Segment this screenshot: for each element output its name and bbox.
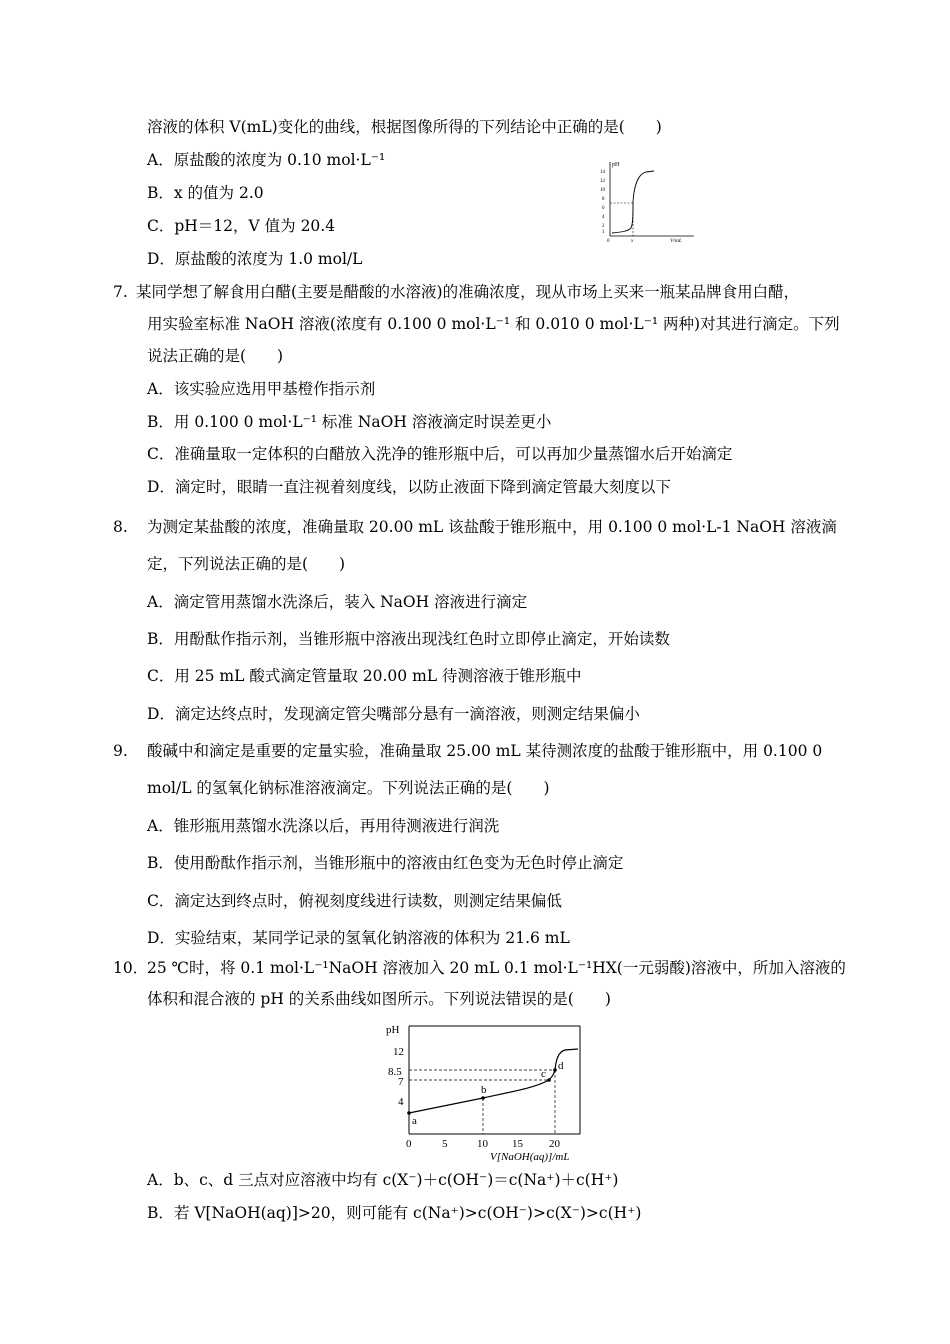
q6-y-label: pH	[612, 162, 620, 168]
q7-number: 7.	[113, 283, 128, 301]
q10-y-label: pH	[386, 1024, 400, 1036]
q8-number: 8.	[113, 518, 128, 536]
q6-y-tick: 2	[602, 224, 605, 229]
q9-number: 9.	[113, 742, 128, 760]
q10-option-b: B．若 V[NaOH(aq)]>20，则可能有 c(Na⁺)>c(OH⁻)>c(X⁻)>c(H⁺)	[147, 1204, 642, 1222]
q10-point-label: c	[541, 1068, 546, 1080]
q7-option-d: D．滴定时，眼睛一直注视着刻度线，以防止液面下降到滴定管最大刻度以下	[147, 478, 671, 496]
q6-y-tick: 4	[602, 215, 605, 220]
q6-x-tick: x	[631, 239, 634, 242]
q10-point-d	[553, 1068, 557, 1072]
q10-y-tick: 4	[398, 1096, 404, 1108]
q10-option-a: A．b、c、d 三点对应溶液中均有 c(X⁻)＋c(OH⁻)＝c(Na⁺)＋c(H⁺)	[147, 1171, 619, 1189]
q9-stem-line: 酸碱中和滴定是重要的定量实验，准确量取 25.00 mL 某待测浓度的盐酸于锥形瓶中，用 0.100 0	[147, 742, 823, 760]
q10-point-label: a	[412, 1115, 417, 1127]
q7-stem-line: 用实验室标准 NaOH 溶液(浓度有 0.100 0 mol·L⁻¹ 和 0.010 0 mol·L⁻¹ 两种)对其进行滴定。下列	[147, 315, 840, 333]
q7-option-a: A．该实验应选用甲基橙作指示剂	[147, 380, 376, 398]
q10-stem-line: 体积和混合液的 pH 的关系曲线如图所示。下列说法错误的是( )	[147, 990, 611, 1008]
q10-point-c	[547, 1078, 551, 1082]
q9-stem-line: mol/L 的氢氧化钠标准溶液滴定。下列说法正确的是( )	[147, 779, 550, 797]
q10-y-tick: 8.5	[388, 1066, 402, 1078]
q7-option-c: C．准确量取一定体积的白醋放入洗净的锥形瓶中后，可以再加少量蒸馏水后开始滴定	[147, 445, 733, 463]
q10-point-label: b	[481, 1084, 487, 1096]
q10-y-tick: 7	[398, 1076, 404, 1088]
q10-x-label: V[NaOH(aq)]/mL	[490, 1151, 570, 1163]
q6-y-tick: 10	[600, 188, 605, 193]
q7-stem-line: 说法正确的是( )	[147, 347, 284, 365]
q6-y-tick: 8	[602, 197, 605, 202]
q6-option-c: C．pH＝12，V 值为 20.4	[147, 217, 336, 235]
q10-y-tick: 12	[393, 1046, 404, 1058]
q8-stem-line: 为测定某盐酸的浓度，准确量取 20.00 mL 该盐酸于锥形瓶中，用 0.100 0 mol·L-1 NaOH 溶液滴	[147, 518, 837, 536]
q6-y-tick: 6	[602, 206, 605, 211]
q6-titration-figure	[598, 158, 698, 246]
q6-x-label: V/mL	[670, 238, 682, 242]
q6-y-tick: 1	[602, 230, 605, 235]
q10-ph-curve-figure	[380, 1018, 610, 1167]
q10-number: 10．	[113, 959, 149, 977]
q8-option-b: B．用酚酞作指示剂，当锥形瓶中溶液出现浅红色时立即停止滴定，开始读数	[147, 630, 670, 648]
q9-option-a: A．锥形瓶用蒸馏水洗涤以后，再用待测液进行润洗	[147, 817, 500, 835]
q10-point-label: d	[558, 1060, 564, 1072]
q9-option-c: C．滴定达到终点时，俯视刻度线进行读数，则测定结果偏低	[147, 892, 562, 910]
q6-titration-curve	[612, 171, 654, 233]
q9-option-b: B．使用酚酞作指示剂，当锥形瓶中的溶液由红色变为无色时停止滴定	[147, 854, 624, 872]
q10-x-tick: 0	[406, 1138, 412, 1150]
q10-x-tick: 10	[477, 1138, 488, 1150]
q10-x-tick: 5	[442, 1138, 448, 1150]
q6-option-b: B．x 的值为 2.0	[147, 184, 264, 202]
q6-option-d: D．原盐酸的浓度为 1.0 mol/L	[147, 250, 363, 268]
q6-y-tick: 14	[600, 170, 605, 175]
q7-stem-line: 某同学想了解食用白醋(主要是醋酸的水溶液)的准确浓度，现从市场上买来一瓶某品牌食用白醋，	[136, 283, 800, 301]
q10-x-tick: 20	[549, 1138, 560, 1150]
q10-point-a	[407, 1111, 411, 1115]
q8-stem-line: 定，下列说法正确的是( )	[147, 555, 346, 573]
q10-titration-curve	[409, 1049, 578, 1113]
q7-option-b: B．用 0.100 0 mol·L⁻¹ 标准 NaOH 溶液滴定时误差更小	[147, 413, 552, 431]
q10-stem-line: 25 ℃时，将 0.1 mol·L⁻¹NaOH 溶液加入 20 mL 0.1 mol·L⁻¹HX(一元弱酸)溶液中，所加入溶液的	[147, 959, 846, 977]
q6-x-tick: 0	[607, 239, 610, 242]
q6-option-a: A．原盐酸的浓度为 0.10 mol·L⁻¹	[147, 151, 386, 169]
q9-option-d: D．实验结束，某同学记录的氢氧化钠溶液的体积为 21.6 mL	[147, 929, 570, 947]
q6-y-tick: 12	[600, 179, 605, 184]
q8-option-a: A．滴定管用蒸馏水洗涤后，装入 NaOH 溶液进行滴定	[147, 593, 528, 611]
q10-point-b	[481, 1096, 485, 1100]
q10-x-tick: 15	[512, 1138, 523, 1150]
q6-stem-tail: 溶液的体积 V(mL)变化的曲线，根据图像所得的下列结论中正确的是( )	[147, 118, 662, 136]
q8-option-d: D．滴定达终点时，发现滴定管尖嘴部分悬有一滴溶液，则测定结果偏小	[147, 705, 640, 723]
q8-option-c: C．用 25 mL 酸式滴定管量取 20.00 mL 待测溶液于锥形瓶中	[147, 667, 582, 685]
